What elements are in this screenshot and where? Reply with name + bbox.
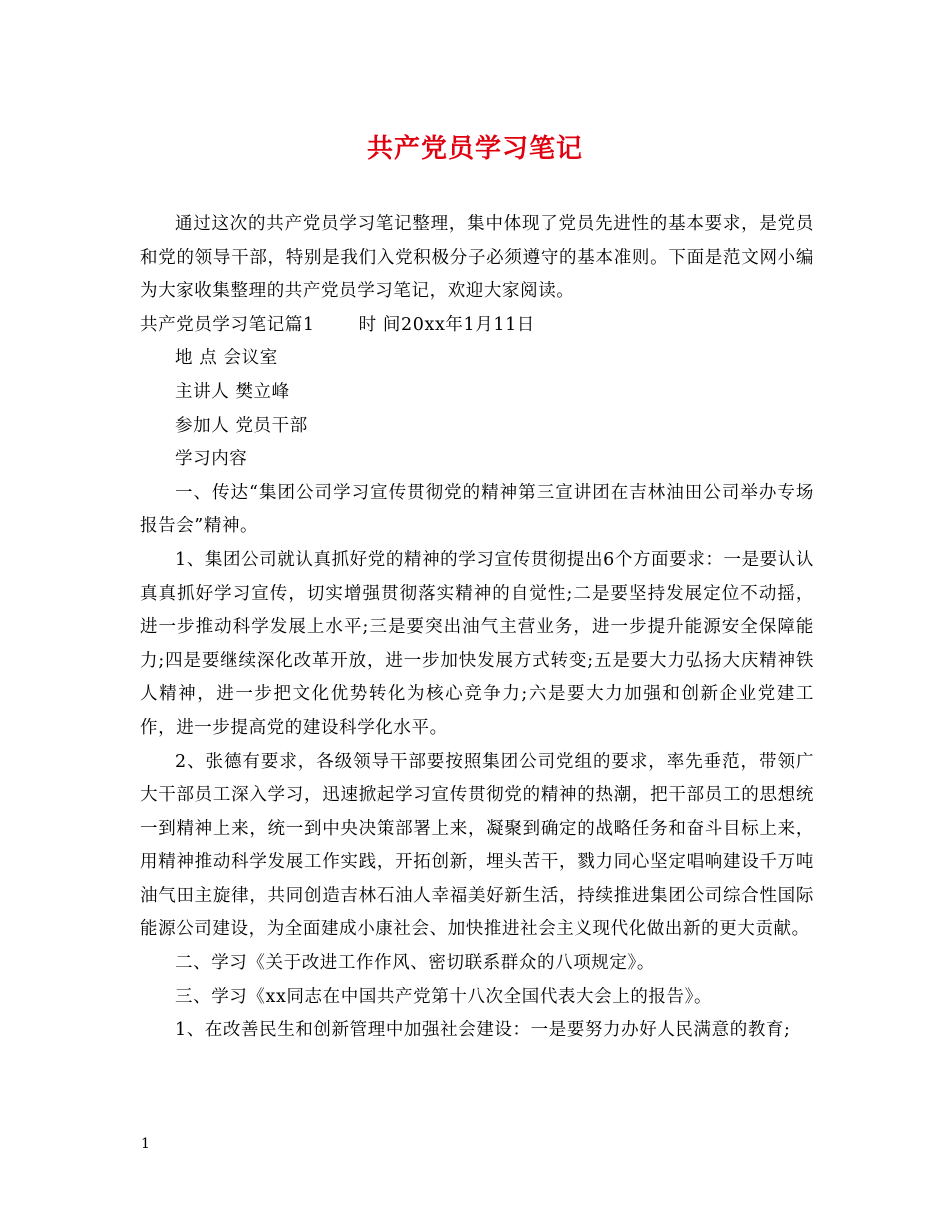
- document-body: [140, 208, 814, 1048]
- page-number: 1: [141, 1136, 150, 1152]
- time-label: 时 间20xx年1月11日: [358, 314, 535, 335]
- section-heading: 共产党员学习笔记篇1: [140, 314, 315, 335]
- content-item-4: 二、学习《关于改进工作作风、密切联系群众的八项规定》。: [175, 953, 655, 974]
- intro-paragraph: 通过这次的共产党员学习笔记整理，集中体现了党员先进性的基本要求，是党员和党的领导干部，特别是我们入党积极分子必须遵守的基本准则。下面是范文网小编为大家收集整理的共产党员学习笔记，欢迎大家阅读。: [140, 214, 814, 302]
- meta-study-content: 学习内容: [175, 449, 248, 470]
- meta-location: 地 点 会议室: [175, 348, 278, 369]
- section-heading-row: [140, 309, 814, 343]
- content-item-1: 一、传达“集团公司学习宣传贯彻党的精神第三宣讲团在吉林油田公司举办专场报告会”精神。: [140, 482, 814, 537]
- meta-attendees: 参加人 党员干部: [175, 415, 308, 436]
- document-title: 共产党员学习笔记: [366, 134, 583, 164]
- meta-speaker: 主讲人 樊立峰: [175, 381, 290, 402]
- content-item-3: 2、张德有要求，各级领导干部要按照集团公司党组的要求，率先垂范，带领广大干部员工深入学习，迅速掀起学习宣传贯彻党的精神的热潮，把干部员工的思想统一到精神上来，统一到中央决策部署上来，凝聚到确定的战略任务和奋斗目标上来，用精神推动科学发展工作实践，开拓创新，埋头苦干，戮力同心坚定唱响建设千万吨油气田主旋律，共同创造吉林石油人幸福美好新生活，持续推进集团公司综合性国际能源公司建设，为全面建成小康社会、加快推进社会主义现代化做出新的更大贡献。: [140, 751, 814, 940]
- content-item-5: 三、学习《xx同志在中国共产党第十八次全国代表大会上的报告》。: [175, 986, 713, 1007]
- heading-spacer: [315, 309, 359, 343]
- content-item-2: 1、集团公司就认真抓好党的精神的学习宣传贯彻提出6个方面要求：一是要认认真真抓好学习宣传，切实增强贯彻落实精神的自觉性;二是要坚持发展定位不动摇，进一步推动科学发展上水平;三是要突出油气主营业务，进一步提升能源安全保障能力;四是要继续深化改革开放，进一步加快发展方式转变;五是要大力弘扬大庆精神铁人精神，进一步把文化优势转化为核心竞争力;六是要大力加强和创新企业党建工作，进一步提高党的建设科学化水平。: [140, 549, 814, 738]
- content-item-6: 1、在改善民生和创新管理中加强社会建设：一是要努力办好人民满意的教育;: [175, 1020, 791, 1041]
